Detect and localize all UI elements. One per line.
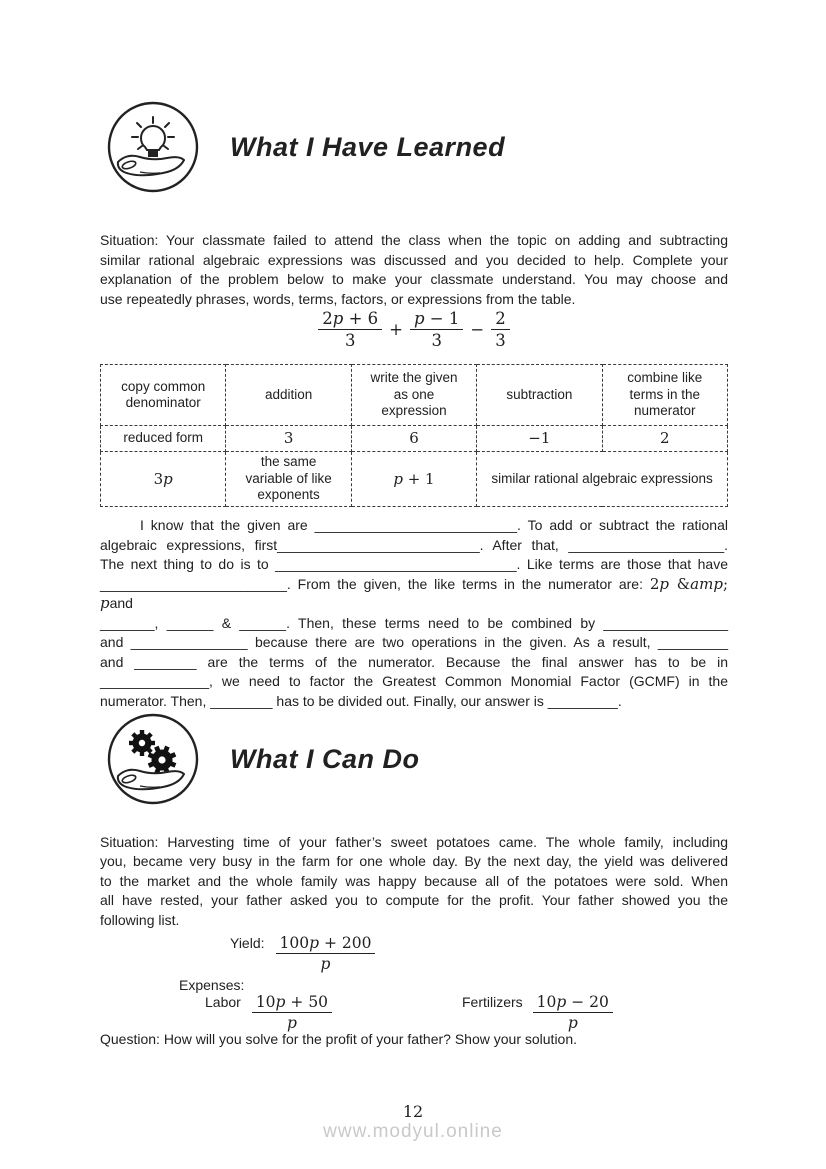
table-cell: addition <box>226 365 351 426</box>
inline-math-terms: 2p &amp; p <box>100 574 728 612</box>
paragraph-line: explanation of the problem below to make your classmate understand. You may choose and <box>100 271 728 288</box>
formulas-list <box>100 932 728 1032</box>
hand-lightbulb-icon <box>106 100 200 194</box>
minus-operator: − <box>470 320 485 339</box>
fraction-3: $\frac{2}{3}$ <box>491 309 510 350</box>
table-row <box>101 365 728 426</box>
table-cell: reduced form <box>101 426 226 452</box>
paragraph-line: to the market and the whole family was happy because all of the potatoes were sold. When <box>100 872 728 889</box>
paragraph-line: use repeatedly phrases, words, terms, factors, or expressions from the table. <box>100 290 576 307</box>
word-bank-table <box>100 364 728 507</box>
table-cell: subtraction <box>477 365 602 426</box>
fill-in-paragraph <box>100 516 728 711</box>
expenses-label-row <box>179 976 244 993</box>
paragraph-line <box>100 575 728 614</box>
section-title: What I Can Do <box>230 743 420 774</box>
paragraph-line: all have rested, your father asked you to compute for the profit. Your father showed you the <box>100 892 728 909</box>
section-header-what-i-have-learned <box>106 100 505 194</box>
paragraph-line: I know that the given are __________________________. To add or subtract the rational <box>140 517 728 533</box>
table-cell: write the given as one expression <box>351 365 476 426</box>
paragraph-line: following list. <box>100 911 180 928</box>
section-title: What I Have Learned <box>230 131 506 162</box>
watermark: www.modyul.online <box>323 1121 503 1142</box>
table-row <box>101 452 728 507</box>
table-cell: the same variable of like exponents <box>226 452 351 507</box>
yield-formula <box>230 934 375 973</box>
table-row <box>101 426 728 452</box>
paragraph-line: ______________, we need to factor the Greatest Common Monomial Factor (GCMF) in the <box>100 673 728 689</box>
table-cell: 2 <box>602 426 727 452</box>
yield-label: Yield: <box>230 935 265 951</box>
paragraph-line: The next thing to do is to _______________________________. Like terms are those that have <box>100 556 728 572</box>
line-text: ________________________. From the given, the like terms in the numerator are: <box>100 575 650 592</box>
situation-paragraph-2 <box>100 833 728 930</box>
labor-label: Labor <box>205 994 241 1010</box>
fertilizers-label: Fertilizers <box>462 994 523 1010</box>
paragraph-line: and _______________ because there are two operations in the given. As a result, _________ <box>100 634 728 650</box>
paragraph-line: you, became very busy in the farm for one whole day. By the next day, the yield was delivered <box>100 853 728 870</box>
paragraph-line: numerator. Then, ________ has to be divided out. Finally, our answer is _________. <box>100 692 622 709</box>
fraction-1: $\frac{2p + 6}{3}$ <box>318 309 382 350</box>
paragraph-line: similar rational algebraic expressions was discussed and you decided to help. Complete your <box>100 251 728 268</box>
table-cell: 3 <box>226 426 351 452</box>
table-cell: p + 1 <box>351 452 476 507</box>
page-number: 12 <box>402 1102 424 1121</box>
table-cell: −1 <box>477 426 602 452</box>
line-text: and <box>109 595 133 611</box>
table-cell: copy common denominator <box>101 365 226 426</box>
fraction-2: $\frac{p - 1}{3}$ <box>410 309 463 350</box>
paragraph-line: _______, ______ & ______. Then, these terms need to be combined by ________________ <box>100 614 728 631</box>
math-expression <box>100 309 728 350</box>
hand-gears-icon <box>106 712 200 806</box>
labor-formula <box>205 993 332 1032</box>
table-cell: 6 <box>351 426 476 452</box>
table-cell: combine like terms in the numerator <box>602 365 727 426</box>
fertilizers-fraction: $\frac{10p - 20}{p}$ <box>533 993 613 1032</box>
table-cell: similar rational algebraic expressions <box>477 452 728 507</box>
paragraph-line: Situation: Your classmate failed to attend the class when the topic on adding and subtracting <box>100 232 728 248</box>
table-cell: 3p <box>101 452 226 507</box>
situation-paragraph-1 <box>100 231 728 309</box>
expenses-label: Expenses: <box>179 977 245 993</box>
yield-fraction: $\frac{100p + 200}{p}$ <box>276 934 376 973</box>
question-text: Question: How will you solve for the profit of your father? Show your solution. <box>100 1031 578 1047</box>
paragraph-line: Situation: Harvesting time of your father’s sweet potatoes came. The whole family, including <box>100 834 728 850</box>
paragraph-line: algebraic expressions, first__________________________. After that, ____________________. <box>100 536 728 553</box>
section-header-what-i-can-do <box>106 712 420 806</box>
labor-fraction: $\frac{10p + 50}{p}$ <box>252 993 332 1032</box>
fertilizers-formula <box>462 993 613 1032</box>
paragraph-line: and ________ are the terms of the numerator. Because the final answer has to be in <box>100 653 728 670</box>
plus-operator: + <box>389 320 403 339</box>
